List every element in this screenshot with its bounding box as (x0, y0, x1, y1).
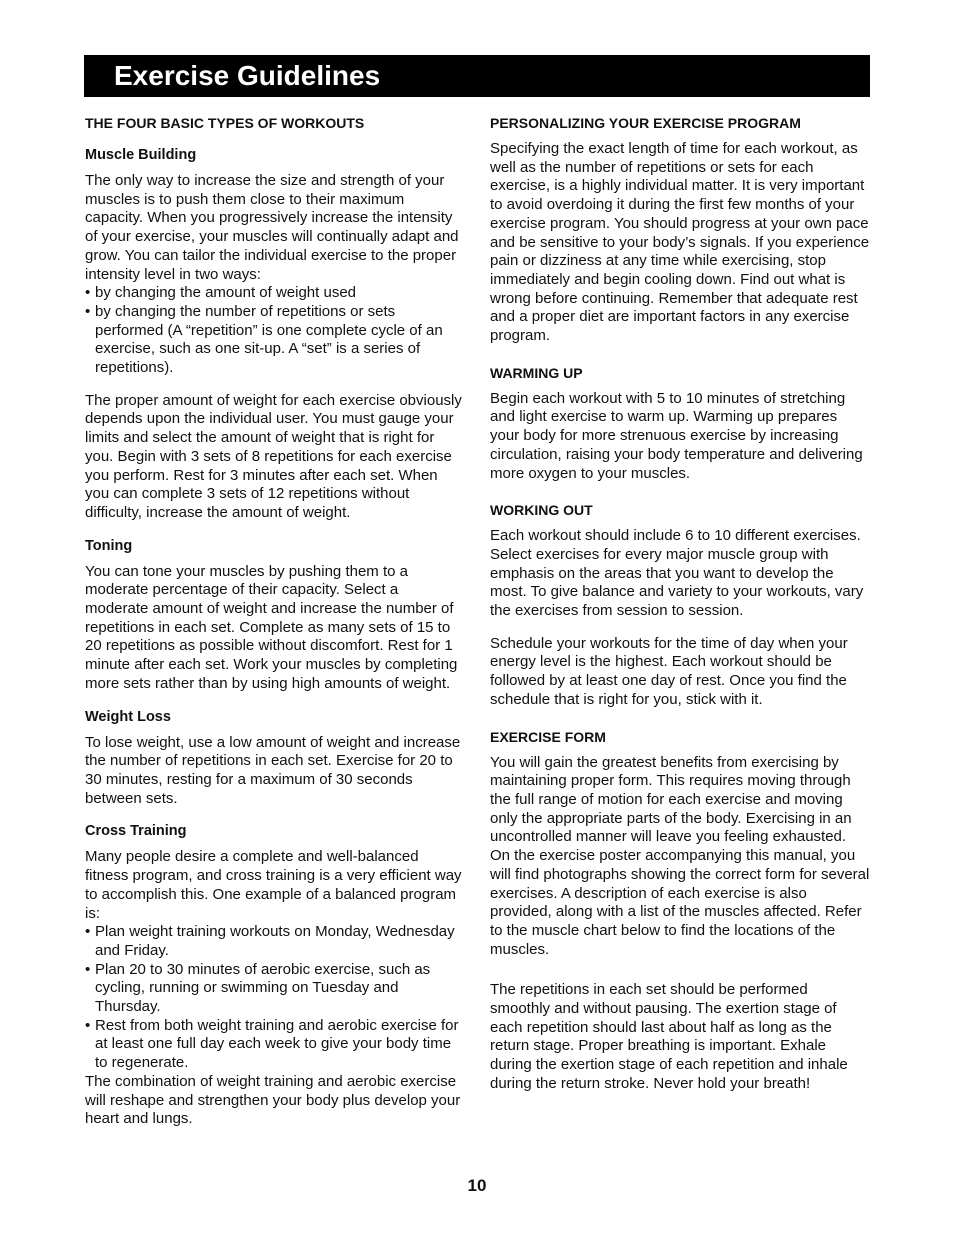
left-column (85, 110, 465, 1143)
exercise-form-breathing: The repetitions in each set should be performed smoothly and without pausing. The exertion stage of each repetition should last about half as long as the return stage. Proper breathing is important. Exhale during the exertion stage of each repetition and inhale during the return stroke. Never hold your breath! (490, 981, 848, 1092)
muscle-building-title: Muscle Building (85, 147, 197, 163)
cross-training-intro: Many people desire a complete and well-balanced fitness program, and cross training is a very efficient way to accomplish this. One example of a balanced program is: (85, 848, 462, 922)
warming-up-text: Begin each workout with 5 to 10 minutes of stretching and light exercise to warm up. Warming up prepares your body for more strenuous exercise by increasing circulation, raising your body temperature and delivering more oxygen to your muscles. (490, 389, 863, 482)
working-out-text: Each workout should include 6 to 10 different exercises. Select exercises for every major muscle group with emphasis on the areas that you want to develop the most. To give balance and variety to your workouts, vary the exercises from session to session. (490, 527, 864, 620)
list-item: • by changing the amount of weight used (85, 284, 465, 303)
personalizing-title: PERSONALIZING YOUR EXERCISE PROGRAM (490, 115, 801, 131)
cross-training-title: Cross Training (85, 823, 187, 840)
page-number: 10 (467, 1176, 487, 1195)
working-out-title: WORKING OUT (490, 502, 593, 519)
page-title: Exercise Guidelines (114, 60, 381, 91)
cross-training-list (85, 923, 465, 1073)
warming-up-title: WARMING UP (490, 364, 583, 381)
working-out-schedule: Schedule your workouts for the time of day when your energy level is the highest. Each workout should be followed by at least one day of rest. Once you find the schedule that is right for you, stick with it. (490, 634, 848, 708)
personalizing-text: Specifying the exact length of time for each workout, as well as the number of repetitions or sets for each exercise, is a highly individual matter. It is very important to avoid overdoing it during the first few months of your exercise program. You should progress at your own pace and be sensitive to your body’s signals. If you experience pain or dizziness at any time while exercising, stop immediately and begin cooling down. Find out what is wrong before continuing. Remember that adequate rest and a proper diet are important factors in any exercise program. (490, 140, 870, 345)
muscle-building-intro: The only way to increase the size and strength of your muscles is to push them close to their maximum capacity. When you progressively increase the intensity of your exercise, your muscles will continually adapt and grow. You can tailor the individual exercise to the proper intensity level in two ways: (85, 172, 459, 283)
toning-title: Toning (85, 537, 133, 554)
muscle-building-weight: The proper amount of weight for each exercise obviously depends upon the individual user. You must gauge your limits and select the amount of weight that is right for you. Begin with 3 sets of 8 repetitions for each exercise you perform. Rest for 3 minutes after each set. When you can complete 3 sets of 12 repetitions without difficulty, increase the amount of weight. (85, 391, 462, 521)
right-column (490, 110, 870, 1108)
exercise-form-title: EXERCISE FORM (490, 728, 606, 745)
muscle-building-list (85, 284, 465, 378)
list-item: • Rest from both weight training and aerobic exercise for at least one full day each week to give your body time to regenerate. (85, 1017, 465, 1073)
list-item: • by changing the number of repetitions or sets performed (A “repetition” is one complete cycle of an exercise, such as one sit-up. A “set” is a series of repetitions). (85, 303, 465, 378)
list-item: • Plan 20 to 30 minutes of aerobic exercise, such as cycling, running or swimming on Tuesday and Thursday. (85, 961, 465, 1017)
weight-loss-title: Weight Loss (85, 708, 171, 725)
toning-text: You can tone your muscles by pushing them to a moderate percentage of their capacity. Select a moderate amount of weight and increase the number of repetitions in each set. Complete as many sets of 15 to 20 repetitions as possible without discomfort. Rest for 1 minute after each set. Work your muscles by completing more sets rather than by using high amounts of weight. (85, 562, 458, 692)
exercise-form-text: You will gain the greatest benefits from exercising by maintaining proper form. This requires moving through the full range of motion for each exercise and moving only the appropriate parts of the body. Exercising in an uncontrolled manner will leave you feeling exhausted. On the exercise poster accompanying this manual, you will find photographs showing the correct form for several exercises. A description of each exercise is also provided, along with a list of the muscles affected. Refer to the muscle chart below to find the locations of the muscles. (490, 753, 870, 958)
title-bar (84, 55, 870, 97)
cross-training-summary: The combination of weight training and aerobic exercise will reshape and strengthen your body plus develop your heart and lungs. (85, 1072, 461, 1128)
weight-loss-text: To lose weight, use a low amount of weight and increase the number of repetitions in each set. Exercise for 20 to 30 minutes, resting for a maximum of 30 seconds between sets. (85, 733, 461, 807)
section-title-four-types: THE FOUR BASIC TYPES OF WORKOUTS (85, 115, 365, 131)
list-item: • Plan weight training workouts on Monday, Wednesday and Friday. (85, 923, 465, 960)
